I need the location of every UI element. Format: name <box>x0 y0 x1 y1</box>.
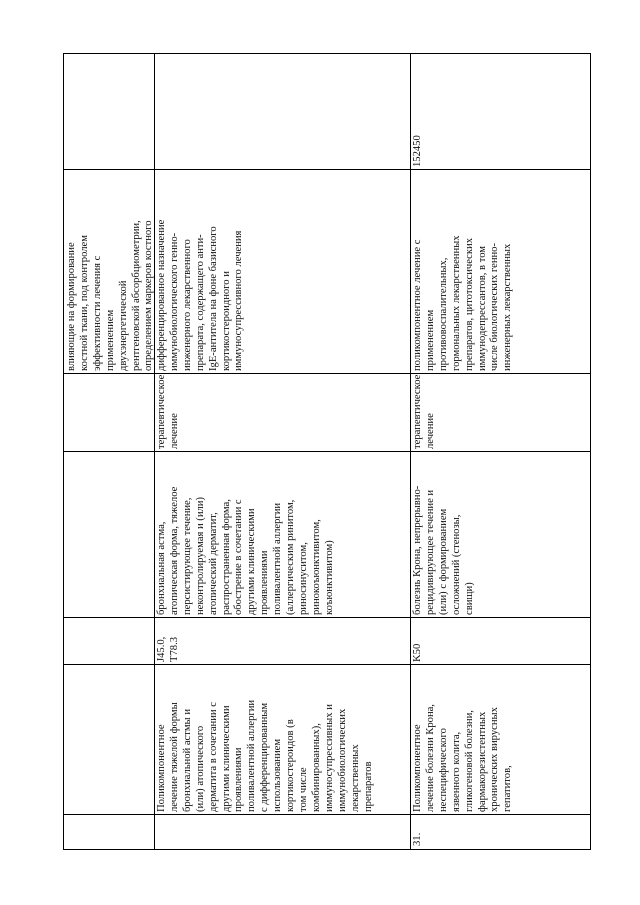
row-2-treatment-type: терапевтическое лечение <box>156 374 180 449</box>
column-divider <box>64 814 590 815</box>
row-3-patient-model: болезнь Крона, непрерывно- рецидивирующее течение и (или) с формированием осложнений (стенозы, свищи) <box>412 485 475 615</box>
row-2-norm <box>154 54 410 170</box>
row-3-treatment-type: терапевтическое лечение <box>412 374 436 449</box>
row-1-treatment-type <box>64 374 154 452</box>
row-3-name: Поликомпонентное лечение болезни Крона, неспецифического язвенного колита, гликогеновой болезни, фармакорезистентных хронических вирусных гепатитов, <box>412 704 514 812</box>
row-1-patient-model <box>64 452 154 618</box>
row-1-number <box>64 815 154 849</box>
column-divider <box>64 169 590 170</box>
row-1-icd <box>64 618 154 665</box>
row-3-method: поликомпонентное лечение с применением противовоспалительных, гормональных лекарственных препаратов, цитотоксических иммунодепрессантов, в том числе биологических генно- инженерных лекарственных <box>412 235 514 371</box>
row-2-name: Поликомпонентное лечение тяжелой формы бронхиальной астмы и (или) атопического дерматита в сочетании с другими клиническими проявлениями поливалентной аллергии с дифференцированным использованием кортикостероидов (в том числе комбинированных), иммуносупрессивных и иммунобиологических лекарственных препаратов <box>156 699 374 812</box>
row-1-name <box>64 665 154 815</box>
medical-care-table <box>63 53 591 850</box>
row-1-norm <box>64 54 154 170</box>
column-divider <box>64 451 590 452</box>
column-divider <box>64 617 590 618</box>
row-2-number <box>154 815 410 849</box>
column-divider <box>64 373 590 374</box>
row-3-number: 31. <box>412 832 423 846</box>
row-3-norm: 152450 <box>412 135 423 167</box>
row-2-patient-model: бронхиальная астма, атопическая форма, тяжелое персистирующее течение, неконтролируемая и (или) атопический дерматит, распространенная форма, обострение в сочетании с другими клиническими проявлениями поливалентной аллергии (аллергическим ринитом, риносинуситом, ринокоъюнктивитом, коъюнктивитом) <box>156 486 335 615</box>
column-divider <box>64 664 590 665</box>
row-2-method: дифференцированное назначение иммунобиологического генно- инженерного лекарственного препарата, содержащего анти- IgE-антитела на фоне базисного кортикостероидного и иммуносупрессивного лечения <box>156 219 245 371</box>
row-3-icd: K50 <box>412 643 423 662</box>
row-2-icd: J45.0, T78.3 <box>156 636 180 662</box>
row-1-method: влияющие на формирование костной ткани, под контролем эффективности лечения с применением двухэнергетической рентгеновской абсорбциометрии, определением маркеров костного <box>66 220 154 371</box>
